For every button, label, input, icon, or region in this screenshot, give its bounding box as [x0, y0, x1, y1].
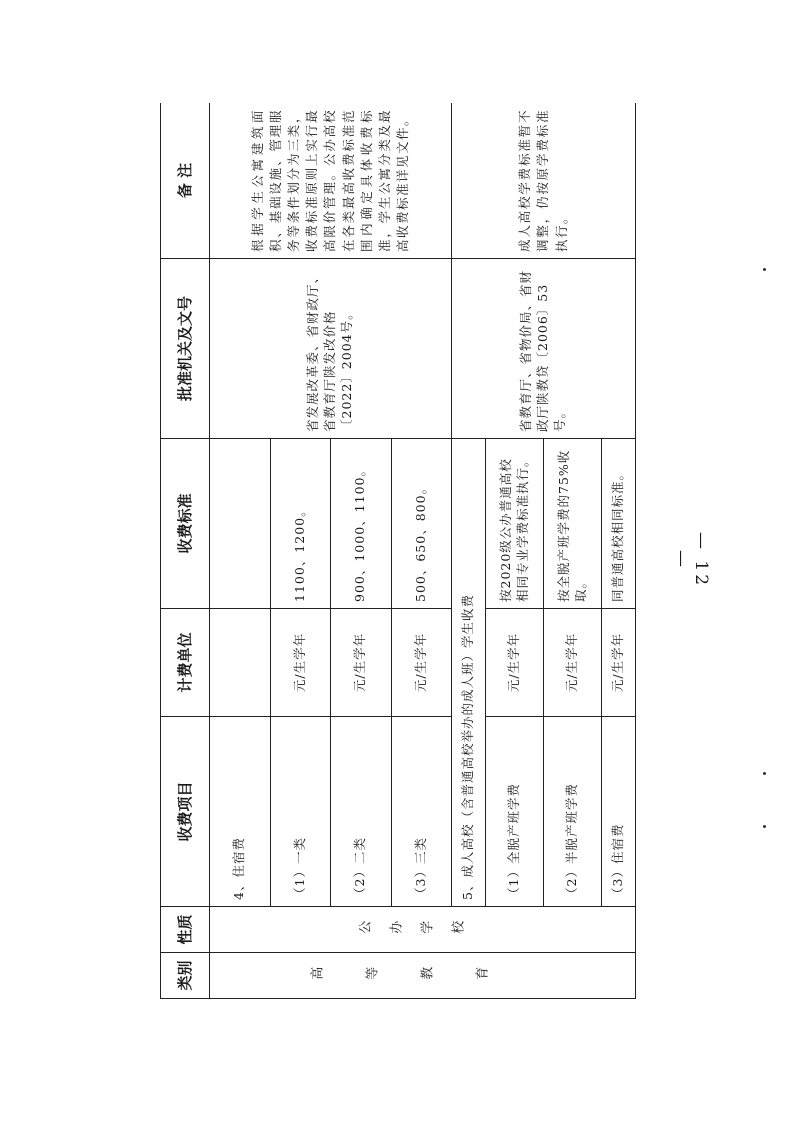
adult1-item: （1）全脱产班学费 [486, 717, 544, 907]
dorm-approval: 省发展改革委、省财政厅、省教育厅陕发改价格〔2022〕2004号。 [210, 259, 452, 439]
category-text: 高等教育 [309, 967, 530, 983]
adult1-unit: 元/生学年 [486, 609, 544, 717]
dorm2-standard: 900、1000、1100。 [331, 439, 392, 609]
header-approval: 批准机关及文号 [161, 259, 210, 439]
empty-cell [210, 439, 271, 609]
dorm1-standard: 1100、1200。 [270, 439, 331, 609]
adult3-item: （3）住宿费 [602, 717, 636, 907]
adult1-standard: 按2020级公办普通高校相同专业学费标准执行。 [486, 439, 544, 609]
scan-speck [763, 772, 766, 775]
adult-notes: 成人高校学费标准暂不调整，仍按原学费标准执行。 [452, 103, 636, 259]
dorm3-item: （3）三类 [391, 717, 452, 907]
nature-text: 公办学校 [357, 921, 482, 937]
adult2-standard: 按全脱产班学费的75%收取。 [544, 439, 602, 609]
fee-table [160, 103, 636, 999]
dorm3-standard: 500、650、800。 [391, 439, 452, 609]
adult3-unit: 元/生学年 [602, 609, 636, 717]
dorm-notes: 根据学生公寓建筑面积、基础设施、管理服务等条件划分为三类，收费标准原则上实行最高限价管理。公办高校在各类最高收费标准范围内确定具体收费标准，学生公寓分类及最高收费标准详见文件。 [210, 103, 452, 259]
adult2-item: （2）半脱产班学费 [544, 717, 602, 907]
dorm2-unit: 元/生学年 [331, 609, 392, 717]
adult2-unit: 元/生学年 [544, 609, 602, 717]
category-cell [210, 953, 636, 999]
scan-speck [763, 268, 766, 271]
page-number: — 12 — [671, 531, 711, 589]
empty-cell [210, 609, 271, 717]
header-unit: 计费单位 [161, 609, 210, 717]
dorm3-unit: 元/生学年 [391, 609, 452, 717]
nature-cell [210, 907, 636, 953]
header-category: 类别 [161, 953, 210, 999]
table-row [210, 103, 271, 999]
header-nature: 性质 [161, 907, 210, 953]
header-notes: 备 注 [161, 103, 210, 259]
dorm-title: 4、住宿费 [210, 717, 271, 907]
rotated-table-region [160, 103, 636, 999]
scan-speck [763, 825, 766, 828]
dorm2-item: （2）二类 [331, 717, 392, 907]
adult3-standard: 同普通高校相同标准。 [602, 439, 636, 609]
table-row [452, 103, 486, 999]
header-row [161, 103, 210, 999]
dorm1-item: （1）一类 [270, 717, 331, 907]
dorm1-unit: 元/生学年 [270, 609, 331, 717]
adult-approval: 省教育厅、省物价局、省财政厅陕教贷〔2006〕53号。 [452, 259, 636, 439]
header-item: 收费项目 [161, 717, 210, 907]
header-standard: 收费标准 [161, 439, 210, 609]
rotated-table-container [160, 103, 636, 999]
adult-title: 5、成人高校（含普通高校举办的成人班）学生收费 [452, 439, 486, 907]
